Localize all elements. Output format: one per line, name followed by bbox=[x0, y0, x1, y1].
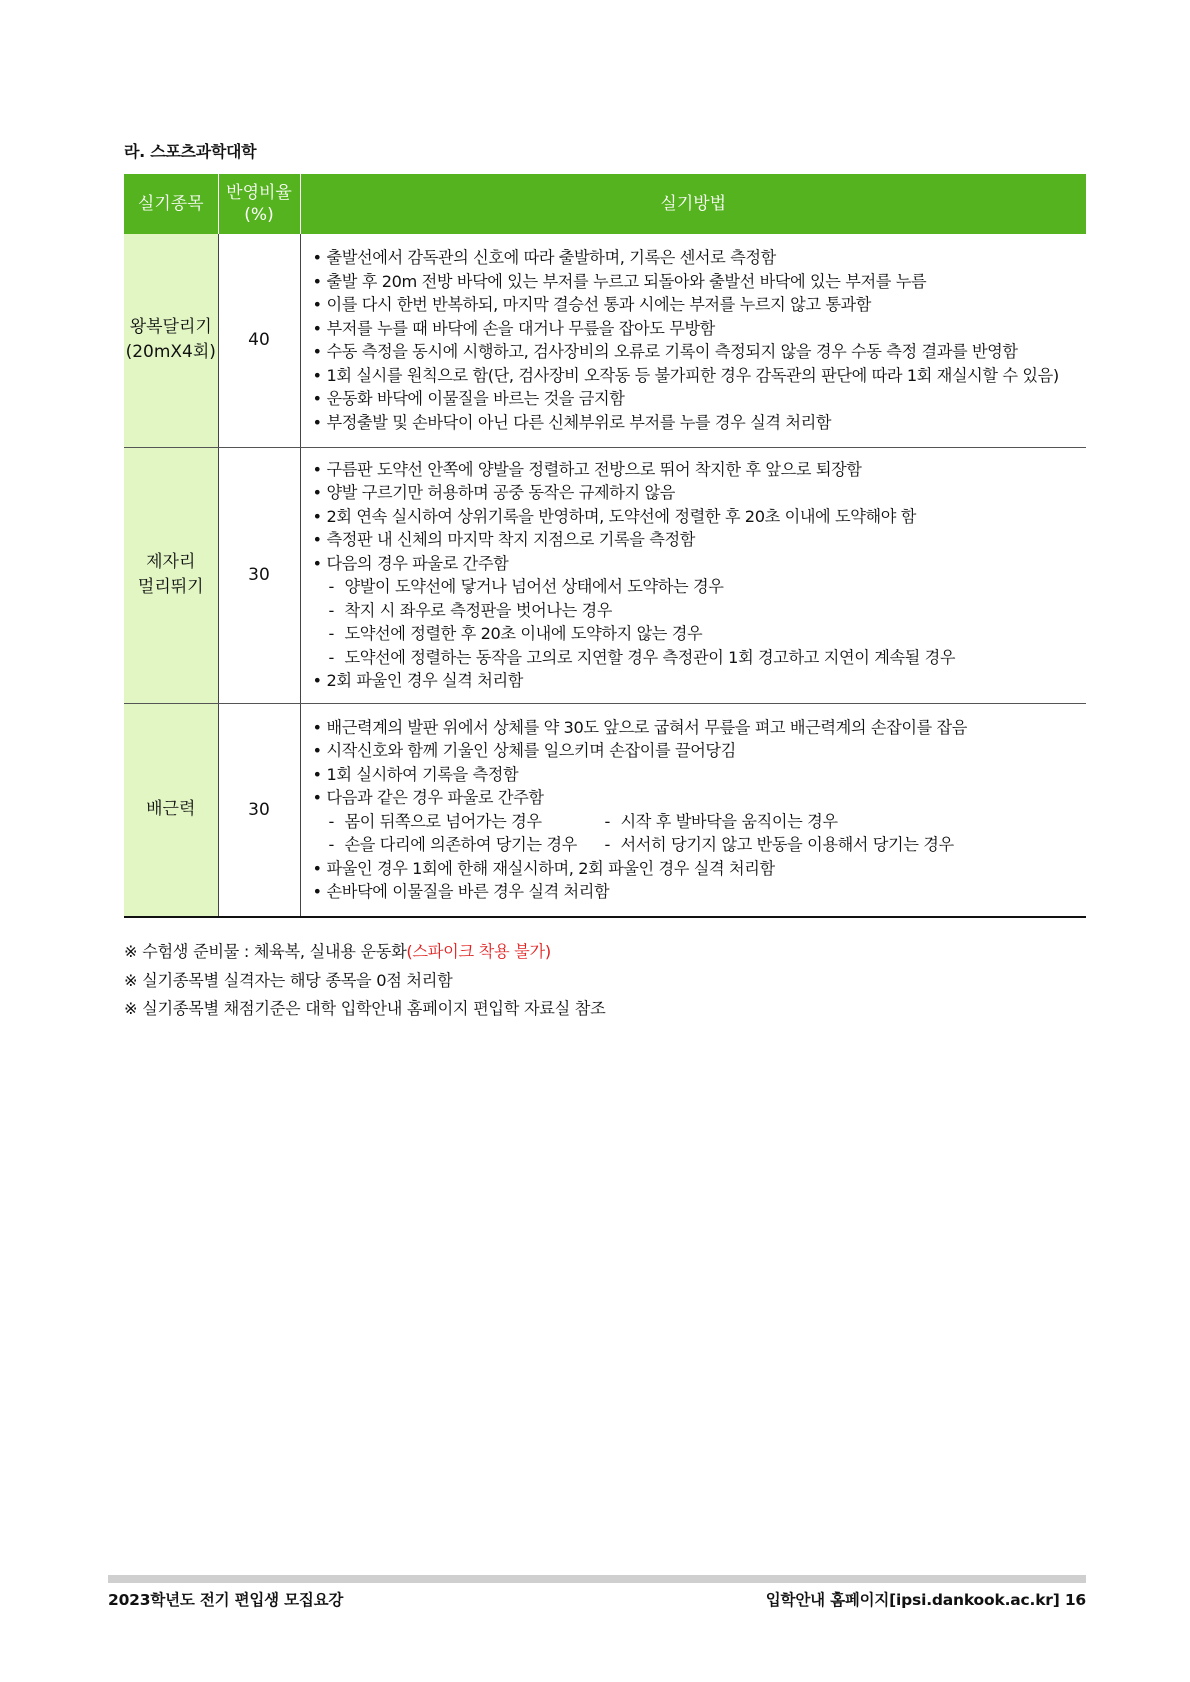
notes-section bbox=[124, 938, 605, 1024]
footer-divider bbox=[108, 1575, 1086, 1583]
dash-icon: - bbox=[604, 835, 610, 855]
method-item: • 출발 후 20m 전방 바닥에 있는 부저를 누르고 되돌아와 출발선 바닥에 있는 부저를 누름 bbox=[313, 270, 1077, 294]
method-sub-item-pair: - 몸이 뒤쪽으로 넘어가는 경우 - 시작 후 발바닥을 움직이는 경우 bbox=[313, 810, 1077, 834]
event-name: 제자리 bbox=[146, 552, 196, 572]
bullet-icon: • bbox=[312, 248, 322, 268]
method-cell bbox=[300, 447, 1086, 703]
method-item: • 2회 파울인 경우 실격 처리함 bbox=[313, 669, 1077, 693]
method-item: • 양발 구르기만 허용하며 공중 동작은 규제하지 않음 bbox=[313, 481, 1077, 505]
footer-page-info: 입학안내 홈페이지[ipsi.dankook.ac.kr] 16 bbox=[765, 1591, 1086, 1609]
bullet-icon: • bbox=[312, 459, 322, 479]
method-item: • 배근력계의 발판 위에서 상체를 약 30도 앞으로 굽혀서 무릎을 펴고 배근력계의 손잡이를 잡음 bbox=[313, 716, 1077, 740]
bullet-icon: • bbox=[312, 553, 322, 573]
method-list bbox=[313, 246, 1077, 434]
dash-icon: - bbox=[328, 624, 334, 643]
dash-icon: - bbox=[328, 577, 334, 596]
section-title: 라. 스포츠과학대학 bbox=[124, 142, 257, 161]
bullet-icon: • bbox=[312, 764, 322, 784]
method-cell bbox=[300, 234, 1086, 447]
method-list bbox=[313, 458, 1077, 693]
method-cell bbox=[300, 703, 1086, 917]
note-item: ※ 실기종목별 채점기준은 대학 입학안내 홈페이지 편입학 자료실 참조 bbox=[124, 999, 606, 1018]
method-item: • 2회 연속 실시하여 상위기록을 반영하며, 도약선에 정렬한 후 20초 이내에 도약해야 함 bbox=[313, 505, 1077, 529]
bullet-icon: • bbox=[312, 342, 322, 362]
bullet-icon: • bbox=[312, 412, 322, 432]
header-ratio-line1: 반영비율 bbox=[226, 183, 292, 203]
reference-mark-icon: ※ bbox=[124, 942, 138, 961]
note-item: ※ 실기종목별 실격자는 해당 종목을 0점 처리함 bbox=[124, 970, 453, 990]
event-cell bbox=[124, 234, 218, 447]
method-sub-item: - 착지 시 좌우로 측정판을 벗어나는 경우 bbox=[313, 599, 1077, 623]
method-item: • 부정출발 및 손바닥이 아닌 다른 신체부위로 부저를 누를 경우 실격 처리함 bbox=[313, 411, 1077, 435]
event-name: 배근력 bbox=[146, 799, 196, 820]
table-row bbox=[124, 703, 1086, 917]
ratio-cell: 30 bbox=[218, 447, 300, 703]
header-method: 실기방법 bbox=[300, 174, 1086, 234]
method-item: • 1회 실시하여 기록을 측정함 bbox=[313, 763, 1077, 787]
method-item: • 파울인 경우 1회에 한해 재실시하며, 2회 파울인 경우 실격 처리함 bbox=[313, 857, 1077, 881]
header-ratio bbox=[218, 174, 300, 234]
dash-icon: - bbox=[328, 647, 334, 667]
bullet-icon: • bbox=[312, 389, 322, 409]
bullet-icon: • bbox=[312, 858, 322, 878]
note-item: ※ 수험생 준비물 : 체육복, 실내용 운동화(스파이크 착용 불가) bbox=[124, 942, 551, 961]
method-sub-item-pair: - 손을 다리에 의존하여 당기는 경우 - 서서히 당기지 않고 반동을 이용해서 당기는 경우 bbox=[313, 833, 1077, 857]
method-item: • 운동화 바닥에 이물질을 바르는 것을 금지함 bbox=[313, 387, 1077, 411]
header-event: 실기종목 bbox=[124, 174, 218, 234]
method-item: • 손바닥에 이물질을 바른 경우 실격 처리함 bbox=[313, 880, 1077, 904]
bullet-icon: • bbox=[312, 788, 322, 808]
bullet-icon: • bbox=[312, 271, 322, 291]
event-name: 왕복달리기 bbox=[129, 317, 212, 338]
method-item: • 다음과 같은 경우 파울로 간주함 bbox=[313, 786, 1077, 810]
method-item: • 다음의 경우 파울로 간주함 bbox=[313, 552, 1077, 576]
method-item: • 구름판 도약선 안쪽에 양발을 정렬하고 전방으로 뛰어 착지한 후 앞으로 퇴장함 bbox=[313, 458, 1077, 482]
event-cell bbox=[124, 447, 218, 703]
table-row bbox=[124, 234, 1086, 447]
method-item: • 측정판 내 신체의 마지막 착지 지점으로 기록을 측정함 bbox=[313, 528, 1077, 552]
bullet-icon: • bbox=[312, 882, 322, 902]
bullet-icon: • bbox=[312, 530, 322, 549]
method-item: • 이를 다시 한번 반복하되, 마지막 결승선 통과 시에는 부저를 누르지 않고 통과함 bbox=[313, 293, 1077, 317]
dash-icon: - bbox=[328, 835, 334, 855]
event-detail: (20mX4회) bbox=[125, 342, 216, 363]
dash-icon: - bbox=[328, 600, 334, 620]
event-detail: 멀리뛰기 bbox=[137, 577, 204, 597]
footer-title: 2023학년도 전기 편입생 모집요강 bbox=[108, 1591, 344, 1609]
practical-exam-table bbox=[124, 174, 1086, 918]
method-sub-item: - 양발이 도약선에 닿거나 넘어선 상태에서 도약하는 경우 bbox=[313, 575, 1077, 599]
note-highlight: (스파이크 착용 불가) bbox=[406, 942, 551, 961]
dash-icon: - bbox=[328, 811, 334, 831]
bullet-icon: • bbox=[312, 671, 322, 690]
reference-mark-icon: ※ bbox=[124, 999, 138, 1018]
method-item: • 출발선에서 감독관의 신호에 따라 출발하며, 기록은 센서로 측정함 bbox=[313, 246, 1077, 270]
reference-mark-icon: ※ bbox=[124, 970, 138, 990]
bullet-icon: • bbox=[312, 365, 322, 385]
method-item: • 시작신호와 함께 기울인 상체를 일으키며 손잡이를 끌어당김 bbox=[313, 739, 1077, 763]
ratio-cell: 40 bbox=[218, 234, 300, 447]
method-item: • 부저를 누를 때 바닥에 손을 대거나 무릎을 잡아도 무방함 bbox=[313, 317, 1077, 341]
bullet-icon: • bbox=[312, 506, 322, 526]
table-header-row bbox=[124, 174, 1086, 234]
method-sub-item: - 도약선에 정렬하는 동작을 고의로 지연할 경우 측정관이 1회 경고하고 지연이 계속될 경우 bbox=[313, 646, 1077, 670]
method-sub-item: - 도약선에 정렬한 후 20초 이내에 도약하지 않는 경우 bbox=[313, 622, 1077, 646]
method-item: • 1회 실시를 원칙으로 함(단, 검사장비 오작동 등 불가피한 경우 감독관의 판단에 따라 1회 재실시할 수 있음) bbox=[313, 364, 1077, 388]
header-ratio-line2: (%) bbox=[244, 205, 274, 225]
ratio-cell: 30 bbox=[218, 703, 300, 917]
dash-icon: - bbox=[604, 811, 610, 831]
method-list bbox=[313, 716, 1077, 904]
bullet-icon: • bbox=[312, 741, 322, 761]
table-row bbox=[124, 447, 1086, 703]
bullet-icon: • bbox=[312, 717, 322, 737]
method-item: • 수동 측정을 동시에 시행하고, 검사장비의 오류로 기록이 측정되지 않을 경우 수동 측정 결과를 반영함 bbox=[313, 340, 1077, 364]
event-cell bbox=[124, 703, 218, 917]
bullet-icon: • bbox=[312, 483, 322, 502]
bullet-icon: • bbox=[312, 295, 322, 315]
bullet-icon: • bbox=[312, 318, 322, 338]
